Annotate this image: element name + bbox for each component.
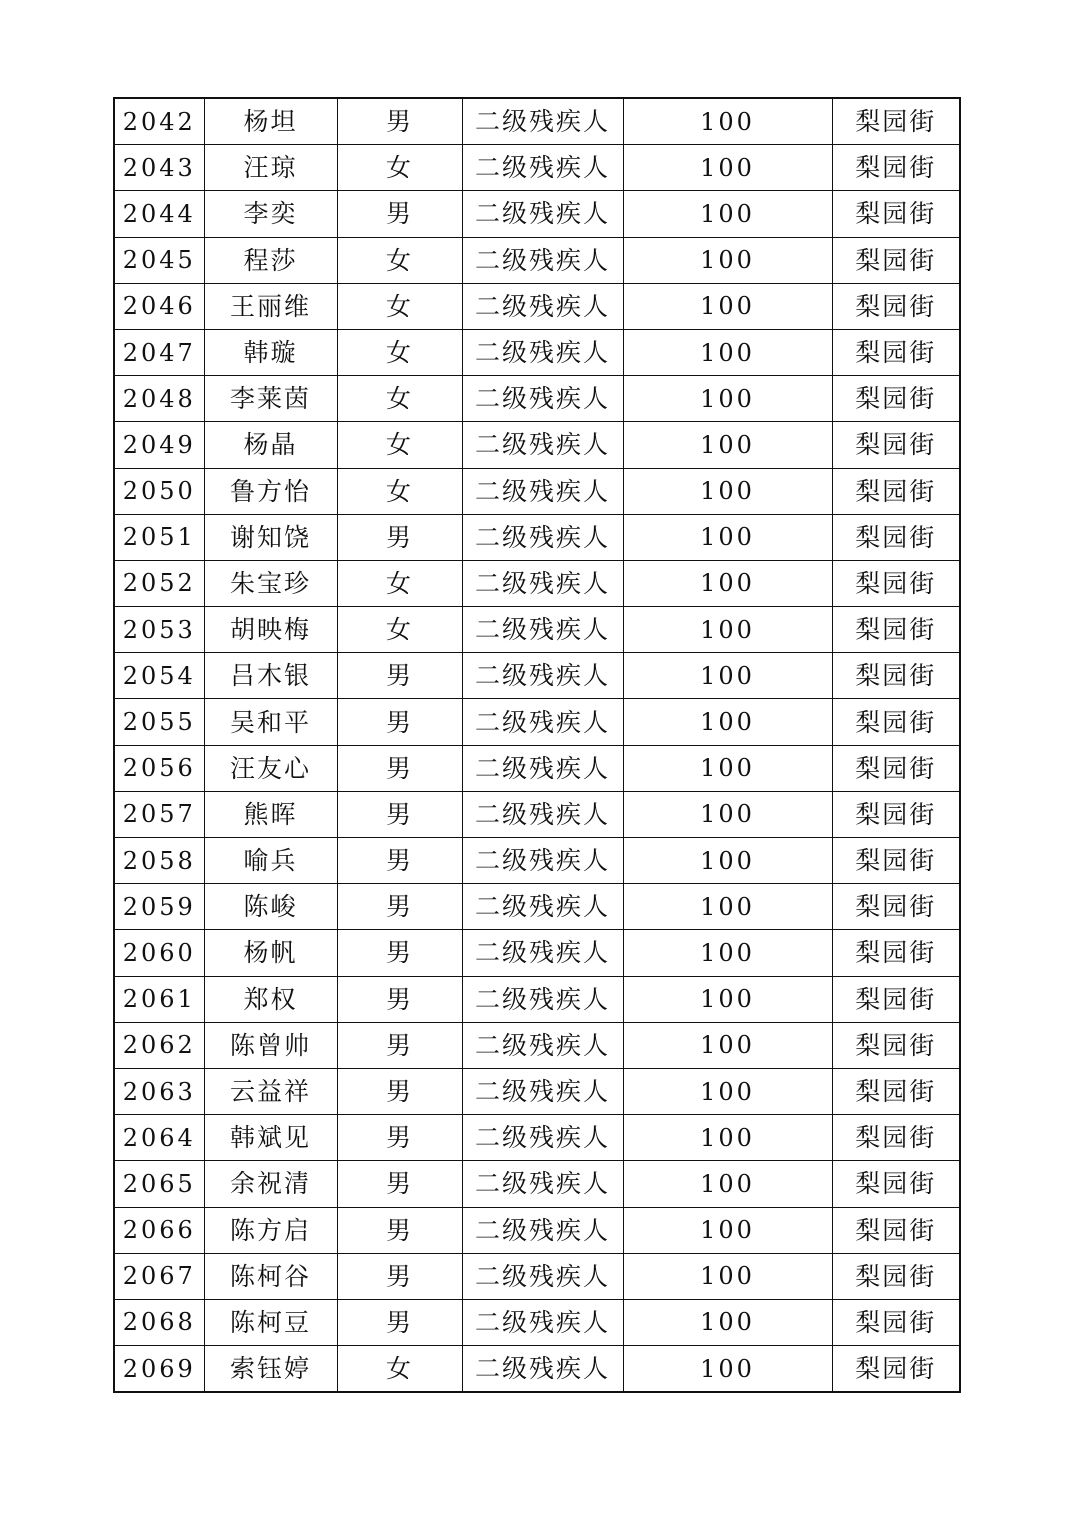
cell-gender: 女	[337, 145, 462, 191]
cell-category: 二级残疾人	[462, 838, 623, 884]
cell-amount: 100	[623, 1022, 832, 1068]
cell-id: 2045	[114, 237, 204, 283]
cell-amount: 100	[623, 145, 832, 191]
table-row	[114, 191, 960, 237]
cell-street: 梨园街	[832, 145, 960, 191]
table-row	[114, 329, 960, 375]
cell-street: 梨园街	[832, 560, 960, 606]
cell-amount: 100	[623, 884, 832, 930]
cell-name: 吴和平	[204, 699, 337, 745]
cell-amount: 100	[623, 560, 832, 606]
cell-id: 2042	[114, 98, 204, 145]
cell-id: 2065	[114, 1161, 204, 1207]
cell-id: 2056	[114, 745, 204, 791]
cell-gender: 男	[337, 884, 462, 930]
cell-id: 2048	[114, 376, 204, 422]
cell-category: 二级残疾人	[462, 1346, 623, 1393]
cell-gender: 男	[337, 976, 462, 1022]
table-row	[114, 1253, 960, 1299]
cell-category: 二级残疾人	[462, 930, 623, 976]
cell-id: 2069	[114, 1346, 204, 1393]
cell-amount: 100	[623, 607, 832, 653]
cell-amount: 100	[623, 791, 832, 837]
cell-name: 余祝清	[204, 1161, 337, 1207]
cell-gender: 男	[337, 1207, 462, 1253]
cell-gender: 男	[337, 1299, 462, 1345]
cell-street: 梨园街	[832, 191, 960, 237]
cell-name: 王丽维	[204, 283, 337, 329]
cell-amount: 100	[623, 1299, 832, 1345]
cell-gender: 女	[337, 560, 462, 606]
cell-street: 梨园街	[832, 607, 960, 653]
cell-gender: 男	[337, 1068, 462, 1114]
cell-street: 梨园街	[832, 283, 960, 329]
cell-street: 梨园街	[832, 699, 960, 745]
cell-street: 梨园街	[832, 1115, 960, 1161]
cell-amount: 100	[623, 422, 832, 468]
cell-street: 梨园街	[832, 838, 960, 884]
cell-id: 2057	[114, 791, 204, 837]
table-row	[114, 468, 960, 514]
cell-amount: 100	[623, 1253, 832, 1299]
cell-street: 梨园街	[832, 329, 960, 375]
cell-gender: 男	[337, 1161, 462, 1207]
cell-gender: 女	[337, 237, 462, 283]
table-row	[114, 376, 960, 422]
cell-amount: 100	[623, 329, 832, 375]
cell-name: 李莱茵	[204, 376, 337, 422]
table-row	[114, 1161, 960, 1207]
cell-gender: 女	[337, 283, 462, 329]
table-row	[114, 838, 960, 884]
cell-street: 梨园街	[832, 745, 960, 791]
cell-amount: 100	[623, 237, 832, 283]
cell-id: 2044	[114, 191, 204, 237]
cell-category: 二级残疾人	[462, 653, 623, 699]
cell-id: 2059	[114, 884, 204, 930]
cell-category: 二级残疾人	[462, 191, 623, 237]
table-row	[114, 745, 960, 791]
cell-name: 朱宝珍	[204, 560, 337, 606]
table-row	[114, 145, 960, 191]
cell-id: 2050	[114, 468, 204, 514]
cell-id: 2047	[114, 329, 204, 375]
cell-gender: 男	[337, 1022, 462, 1068]
cell-gender: 男	[337, 1115, 462, 1161]
cell-gender: 男	[337, 745, 462, 791]
cell-amount: 100	[623, 514, 832, 560]
cell-category: 二级残疾人	[462, 884, 623, 930]
table-row	[114, 607, 960, 653]
cell-category: 二级残疾人	[462, 1207, 623, 1253]
cell-category: 二级残疾人	[462, 1115, 623, 1161]
cell-category: 二级残疾人	[462, 560, 623, 606]
cell-amount: 100	[623, 653, 832, 699]
cell-street: 梨园街	[832, 1161, 960, 1207]
cell-id: 2054	[114, 653, 204, 699]
cell-amount: 100	[623, 1161, 832, 1207]
cell-category: 二级残疾人	[462, 1161, 623, 1207]
cell-amount: 100	[623, 283, 832, 329]
table-row	[114, 283, 960, 329]
cell-name: 陈柯豆	[204, 1299, 337, 1345]
cell-id: 2068	[114, 1299, 204, 1345]
table-row	[114, 699, 960, 745]
cell-street: 梨园街	[832, 791, 960, 837]
cell-gender: 女	[337, 607, 462, 653]
cell-street: 梨园街	[832, 1299, 960, 1345]
cell-amount: 100	[623, 1115, 832, 1161]
cell-street: 梨园街	[832, 1253, 960, 1299]
cell-id: 2046	[114, 283, 204, 329]
cell-name: 陈峻	[204, 884, 337, 930]
cell-name: 云益祥	[204, 1068, 337, 1114]
cell-name: 陈方启	[204, 1207, 337, 1253]
cell-name: 喻兵	[204, 838, 337, 884]
cell-id: 2055	[114, 699, 204, 745]
cell-category: 二级残疾人	[462, 329, 623, 375]
roster-table-body	[114, 98, 960, 1392]
cell-street: 梨园街	[832, 468, 960, 514]
cell-id: 2052	[114, 560, 204, 606]
table-row	[114, 560, 960, 606]
table-row	[114, 98, 960, 145]
cell-name: 杨帆	[204, 930, 337, 976]
table-row	[114, 791, 960, 837]
cell-category: 二级残疾人	[462, 976, 623, 1022]
cell-name: 陈曾帅	[204, 1022, 337, 1068]
table-row	[114, 1346, 960, 1393]
cell-id: 2043	[114, 145, 204, 191]
cell-amount: 100	[623, 1346, 832, 1393]
cell-category: 二级残疾人	[462, 607, 623, 653]
cell-gender: 男	[337, 653, 462, 699]
cell-street: 梨园街	[832, 976, 960, 1022]
cell-id: 2051	[114, 514, 204, 560]
cell-category: 二级残疾人	[462, 1022, 623, 1068]
cell-id: 2060	[114, 930, 204, 976]
cell-name: 韩璇	[204, 329, 337, 375]
cell-id: 2049	[114, 422, 204, 468]
cell-gender: 女	[337, 1346, 462, 1393]
cell-gender: 男	[337, 98, 462, 145]
cell-street: 梨园街	[832, 1207, 960, 1253]
cell-amount: 100	[623, 376, 832, 422]
table-row	[114, 930, 960, 976]
cell-category: 二级残疾人	[462, 145, 623, 191]
cell-gender: 女	[337, 468, 462, 514]
cell-gender: 女	[337, 329, 462, 375]
cell-street: 梨园街	[832, 930, 960, 976]
cell-gender: 女	[337, 422, 462, 468]
cell-street: 梨园街	[832, 884, 960, 930]
table-row	[114, 1022, 960, 1068]
cell-street: 梨园街	[832, 376, 960, 422]
cell-id: 2066	[114, 1207, 204, 1253]
cell-category: 二级残疾人	[462, 699, 623, 745]
cell-id: 2064	[114, 1115, 204, 1161]
cell-category: 二级残疾人	[462, 98, 623, 145]
table-row	[114, 1068, 960, 1114]
cell-name: 杨坦	[204, 98, 337, 145]
cell-gender: 男	[337, 930, 462, 976]
table-row	[114, 653, 960, 699]
cell-amount: 100	[623, 1068, 832, 1114]
cell-category: 二级残疾人	[462, 237, 623, 283]
cell-amount: 100	[623, 1207, 832, 1253]
cell-amount: 100	[623, 191, 832, 237]
cell-name: 熊晖	[204, 791, 337, 837]
cell-street: 梨园街	[832, 653, 960, 699]
cell-amount: 100	[623, 468, 832, 514]
cell-amount: 100	[623, 838, 832, 884]
cell-name: 索钰婷	[204, 1346, 337, 1393]
cell-amount: 100	[623, 930, 832, 976]
cell-name: 谢知饶	[204, 514, 337, 560]
cell-category: 二级残疾人	[462, 422, 623, 468]
cell-name: 杨晶	[204, 422, 337, 468]
cell-category: 二级残疾人	[462, 468, 623, 514]
table-row	[114, 976, 960, 1022]
cell-id: 2063	[114, 1068, 204, 1114]
cell-id: 2058	[114, 838, 204, 884]
cell-id: 2067	[114, 1253, 204, 1299]
cell-name: 李奕	[204, 191, 337, 237]
cell-name: 程莎	[204, 237, 337, 283]
cell-street: 梨园街	[832, 1068, 960, 1114]
cell-gender: 男	[337, 1253, 462, 1299]
cell-name: 韩斌见	[204, 1115, 337, 1161]
cell-category: 二级残疾人	[462, 376, 623, 422]
cell-amount: 100	[623, 745, 832, 791]
cell-name: 胡映梅	[204, 607, 337, 653]
table-row	[114, 1207, 960, 1253]
cell-id: 2053	[114, 607, 204, 653]
cell-name: 汪友心	[204, 745, 337, 791]
table-row	[114, 1115, 960, 1161]
cell-name: 郑权	[204, 976, 337, 1022]
cell-street: 梨园街	[832, 98, 960, 145]
cell-gender: 男	[337, 699, 462, 745]
table-row	[114, 884, 960, 930]
cell-name: 汪琼	[204, 145, 337, 191]
cell-amount: 100	[623, 98, 832, 145]
table-row	[114, 1299, 960, 1345]
cell-category: 二级残疾人	[462, 791, 623, 837]
table-row	[114, 514, 960, 560]
cell-gender: 男	[337, 791, 462, 837]
table-row	[114, 237, 960, 283]
cell-gender: 女	[337, 376, 462, 422]
cell-name: 吕木银	[204, 653, 337, 699]
cell-category: 二级残疾人	[462, 1068, 623, 1114]
cell-category: 二级残疾人	[462, 1253, 623, 1299]
cell-amount: 100	[623, 976, 832, 1022]
cell-category: 二级残疾人	[462, 514, 623, 560]
cell-street: 梨园街	[832, 237, 960, 283]
cell-gender: 男	[337, 191, 462, 237]
cell-id: 2062	[114, 1022, 204, 1068]
cell-category: 二级残疾人	[462, 745, 623, 791]
cell-id: 2061	[114, 976, 204, 1022]
cell-category: 二级残疾人	[462, 283, 623, 329]
cell-name: 鲁方怡	[204, 468, 337, 514]
cell-gender: 男	[337, 838, 462, 884]
cell-category: 二级残疾人	[462, 1299, 623, 1345]
cell-street: 梨园街	[832, 1022, 960, 1068]
cell-street: 梨园街	[832, 514, 960, 560]
subsidy-roster-table	[113, 97, 961, 1393]
cell-amount: 100	[623, 699, 832, 745]
cell-street: 梨园街	[832, 1346, 960, 1393]
cell-street: 梨园街	[832, 422, 960, 468]
table-row	[114, 422, 960, 468]
cell-gender: 男	[337, 514, 462, 560]
cell-name: 陈柯谷	[204, 1253, 337, 1299]
